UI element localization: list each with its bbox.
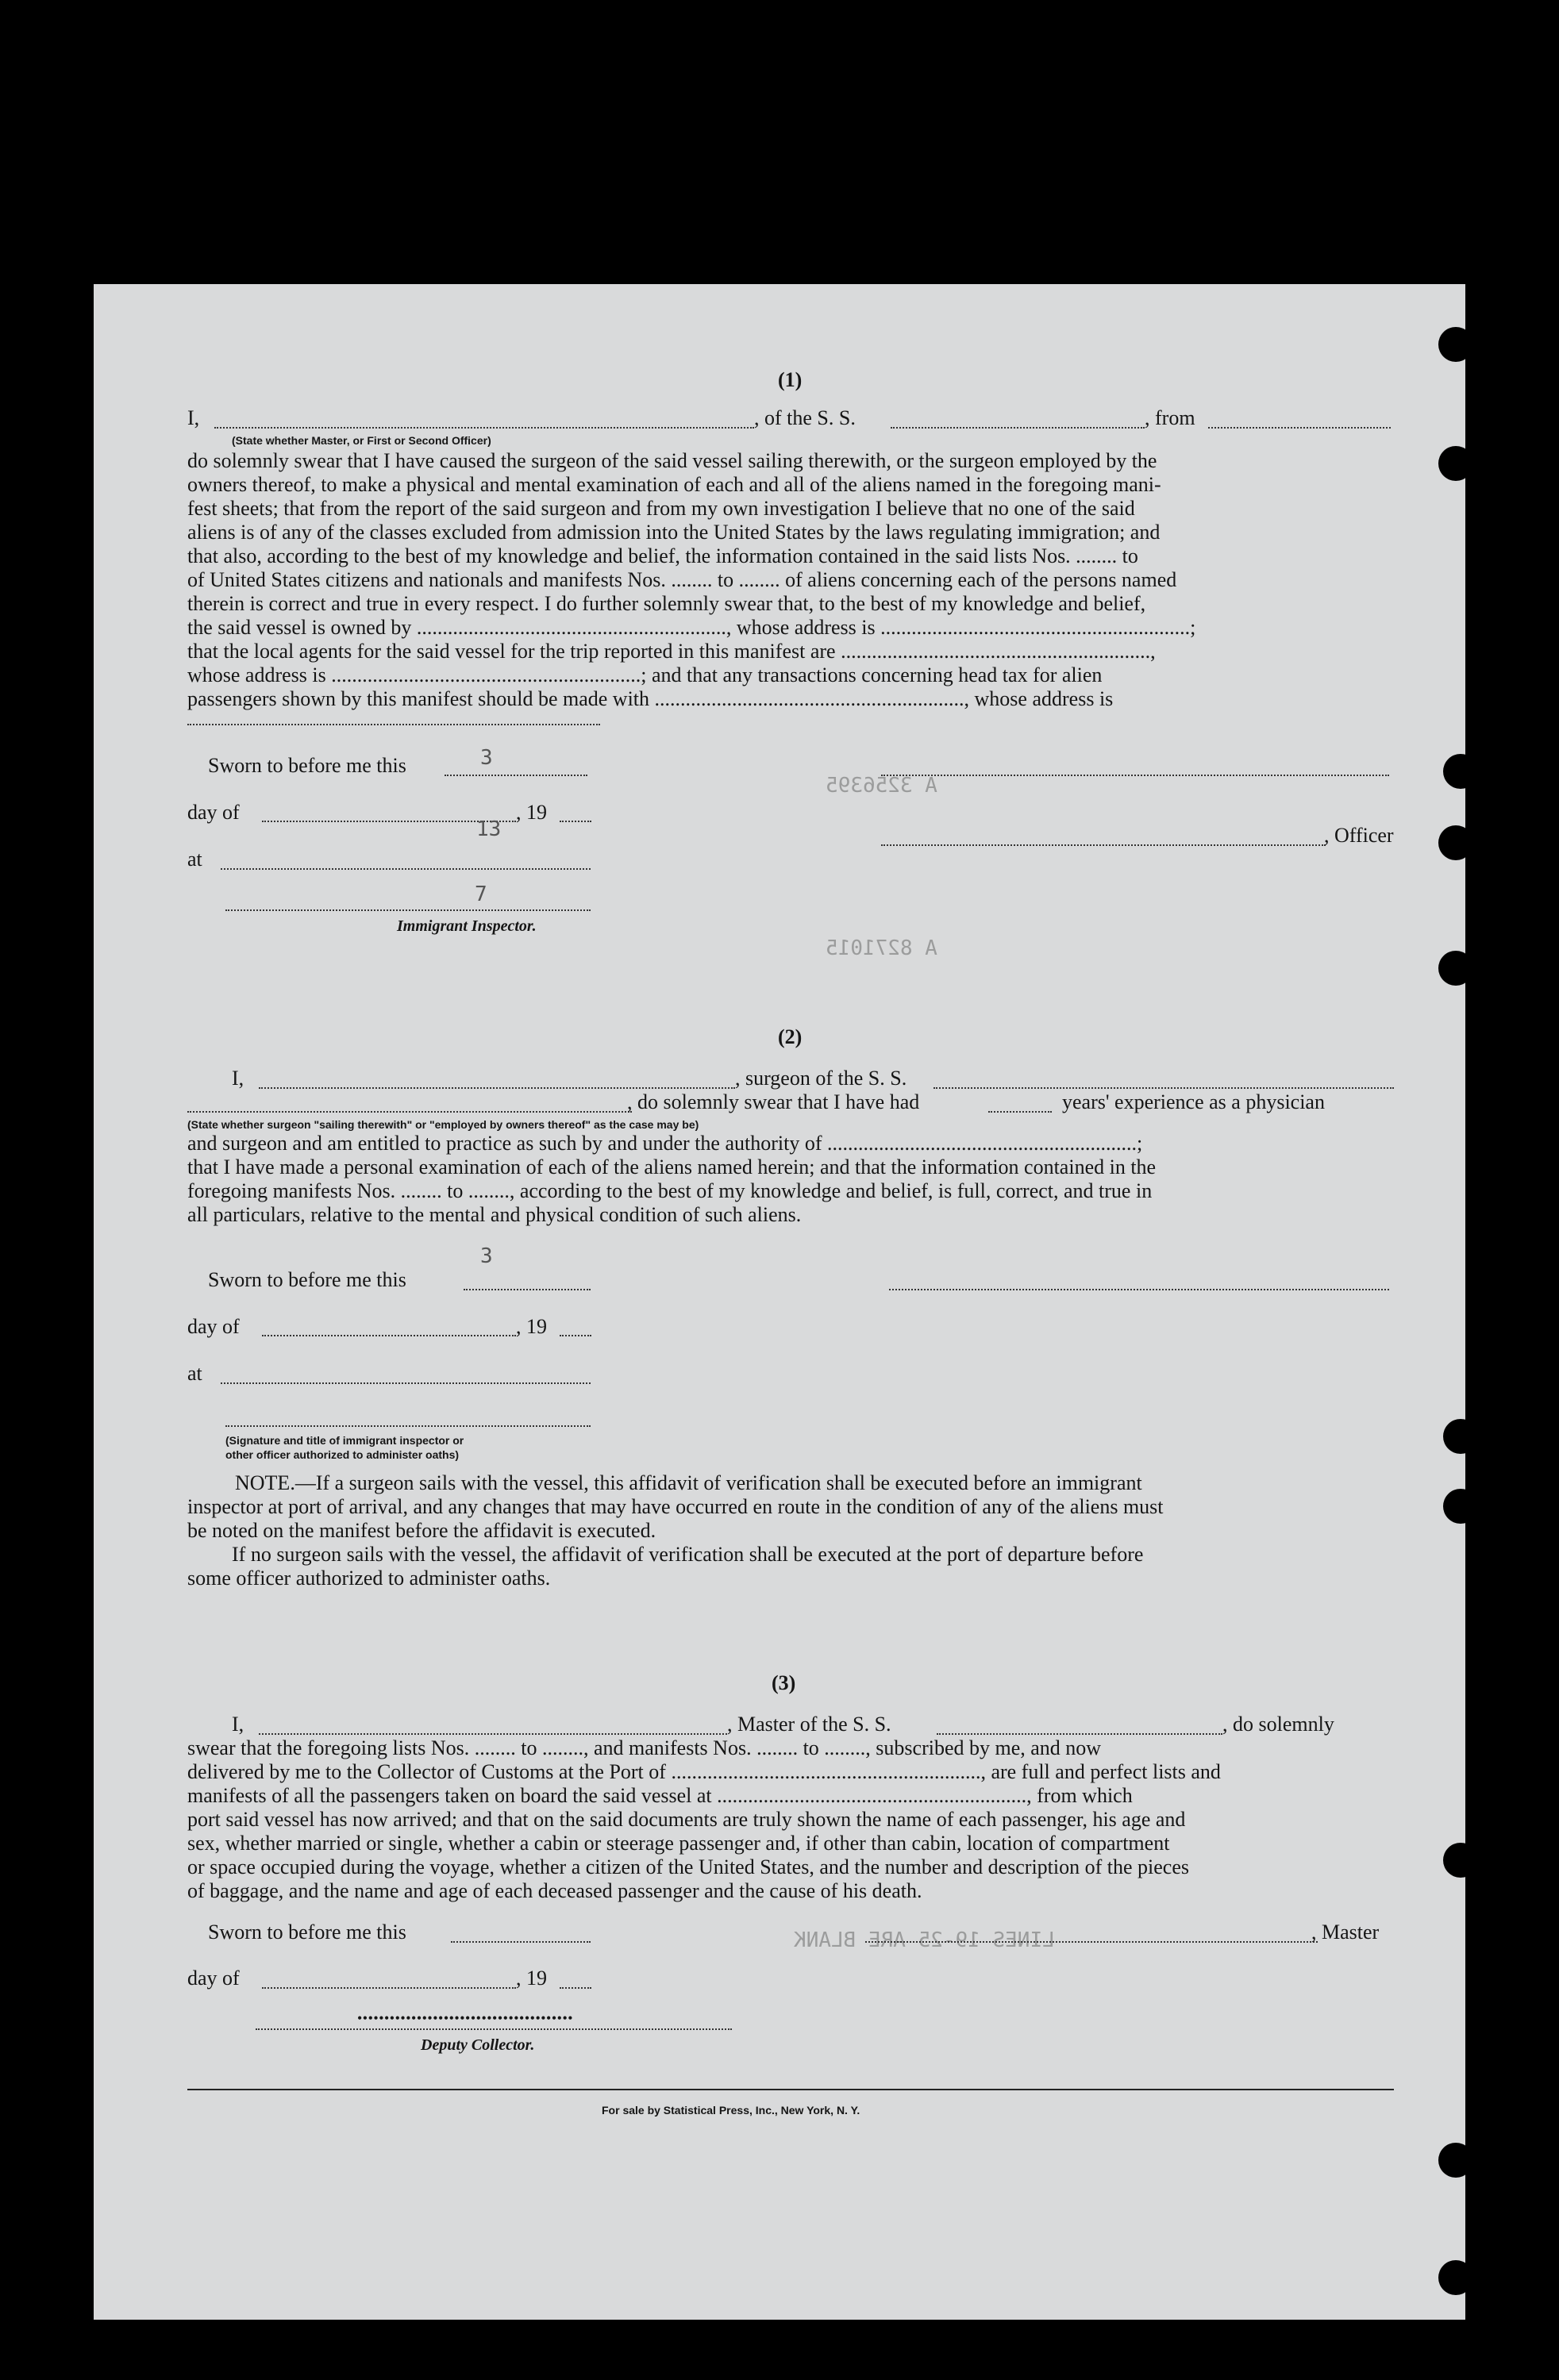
affidavit-2-body — [187, 1132, 1394, 1227]
master-name-field[interactable] — [259, 1733, 727, 1735]
affidavit-2-i: I, — [232, 1067, 244, 1090]
binder-hole-5 — [1438, 951, 1473, 986]
affidavit-1-number: (1) — [778, 368, 803, 391]
sworn-date-field-1[interactable] — [445, 775, 587, 776]
affidavit-1-line: the said vessel is owned by ............................................................, whose address is ............................................................; — [187, 616, 1196, 639]
affidavit-3-line: delivered by me to the Collector of Customs at the Port of ............................................................, are full and perfect lists and — [187, 1760, 1221, 1783]
note-line: be noted on the manifest before the affidavit is executed. — [187, 1519, 656, 1542]
years-experience-field[interactable] — [988, 1111, 1052, 1113]
officer-title-field[interactable] — [881, 844, 1326, 846]
binder-hole-7 — [1443, 1489, 1478, 1524]
affidavit-2-line: and surgeon and am entitled to practice as such by and under the authority of ............................................................; — [187, 1132, 1143, 1155]
signature-note-2: other officer authorized to administer oaths) — [225, 1448, 460, 1461]
day-of-label-1: day of — [187, 801, 240, 824]
affidavit-3-line: of baggage, and the name and age of each deceased passenger and the cause of his death. — [187, 1879, 922, 1902]
authorized-officer-signature-field[interactable] — [225, 1425, 591, 1427]
day-of-field-2[interactable] — [262, 1335, 516, 1336]
affidavit-2-number: (2) — [778, 1025, 803, 1048]
departure-port-field-1[interactable] — [1208, 427, 1391, 429]
affidavit-3-i: I, — [232, 1713, 244, 1736]
surgeon-signature-field[interactable] — [889, 1289, 1389, 1290]
binder-hole-4 — [1438, 825, 1473, 860]
day-of-label-3: day of — [187, 1967, 240, 1990]
year-field-3[interactable] — [560, 1987, 591, 1989]
affidavit-1-line: aliens is of any of the classes excluded from admission into the United States by the laws regulating immigration; and — [187, 521, 1161, 544]
sworn-label-3: Sworn to before me this — [208, 1921, 406, 1944]
officer-signature-field[interactable] — [881, 775, 1389, 776]
note-line: some officer authorized to administer oaths. — [187, 1567, 551, 1590]
affidavit-1-line: whose address is ............................................................; and that any transactions concerning head tax for alien — [187, 663, 1103, 686]
affidavit-3-line: port said vessel has now arrived; and that on the said documents are truly shown the name of each passenger, his age and — [187, 1808, 1186, 1831]
sworn-label-2: Sworn to before me this — [208, 1268, 406, 1291]
deputy-collector-label: Deputy Collector. — [421, 2036, 535, 2054]
year-label-1: , 19 — [516, 801, 547, 824]
vessel-name-field-2[interactable] — [933, 1087, 1394, 1089]
year-field-2[interactable] — [560, 1335, 591, 1336]
year-label-2: , 19 — [516, 1315, 547, 1338]
affidavit-3-line: manifests of all the passengers taken on board the said vessel at ............................................................, from which — [187, 1784, 1133, 1807]
note-line: NOTE.—If a surgeon sails with the vessel, this affidavit of verification shall be executed before an immigrant — [235, 1471, 1142, 1494]
affidavit-1-line: owners thereof, to make a physical and mental examination of each and all of the aliens named in the foregoing mani- — [187, 473, 1161, 496]
footer-rule — [187, 2089, 1394, 2090]
collector-signature-dots: • • • • • • • • • • • • • • • • • • • • • • • • • • • • • • • • • • • • • • • • — [357, 2010, 572, 2026]
affidavit-1-line: that also, according to the best of my knowledge and belief, the information contained in the said lists Nos. ........ to — [187, 544, 1138, 567]
affidavit-1-line: fest sheets; that from the report of the said surgeon and from my own investigation I believe that no one of the said — [187, 497, 1135, 520]
at-place-field-1[interactable] — [221, 868, 591, 870]
master-label: , Master — [1311, 1921, 1380, 1944]
vessel-name-field-1[interactable] — [891, 427, 1145, 429]
surgeon-of-ss-label: , surgeon of the S. S. — [735, 1067, 907, 1090]
binder-hole-6 — [1443, 1419, 1478, 1454]
binder-hole-9 — [1438, 2143, 1473, 2178]
immigrant-inspector-label: Immigrant Inspector. — [397, 917, 537, 935]
binder-hole-3 — [1443, 754, 1478, 789]
affidavit-3-number: (3) — [772, 1671, 796, 1694]
master-swear-label: , do solemnly — [1222, 1713, 1334, 1736]
binder-hole-10 — [1438, 2260, 1473, 2295]
binder-hole-1 — [1438, 327, 1473, 362]
handwritten-inspector-mark: 7 — [475, 882, 487, 906]
binder-hole-2 — [1438, 446, 1473, 481]
affidavit-1-line: do solemnly swear that I have caused the surgeon of the said vessel sailing therewith, or the surgeon employed by the — [187, 449, 1157, 472]
binder-hole-8 — [1443, 1843, 1478, 1878]
at-label-1: at — [187, 848, 202, 871]
collector-signature-field[interactable] — [256, 2028, 732, 2030]
vessel-name-field-3[interactable] — [937, 1733, 1222, 1735]
sworn-label-1: Sworn to before me this — [208, 754, 406, 777]
affidavit-1-line: therein is correct and true in every respect. I do further solemnly swear that, to the best of my knowledge and belief, — [187, 592, 1146, 615]
surgeon-status-note: (State whether surgeon "sailing therewith" or "employed by owners thereof" as the case may be) — [187, 1118, 699, 1131]
note-line: If no surgeon sails with the vessel, the affidavit of verification shall be executed at the port of departure before — [232, 1543, 1144, 1566]
handwritten-day-1: 3 — [480, 746, 493, 770]
affidavit-3-line: or space occupied during the voyage, whether a citizen of the United States, and the number and description of the pieces — [187, 1855, 1190, 1878]
agents-address-field[interactable] — [187, 724, 600, 725]
sworn-date-field-3[interactable] — [451, 1941, 591, 1943]
affidavit-2-line: all particulars, relative to the mental and physical condition of such aliens. — [187, 1203, 802, 1226]
note-block — [187, 1471, 1394, 1590]
years-experience-label: years' experience as a physician — [1062, 1090, 1325, 1113]
year-field-1[interactable] — [560, 821, 591, 822]
affidavit-3-line: swear that the foregoing lists Nos. ........ to ........, and manifests Nos. ........ to ........, subscribed by me, and now — [187, 1736, 1102, 1759]
affidavit-2-line: foregoing manifests Nos. ........ to ........, according to the best of my knowledge and belief, is full, correct, and true in — [187, 1179, 1153, 1202]
day-of-label-2: day of — [187, 1315, 240, 1338]
note-line: inspector at port of arrival, and any changes that may have occurred en route in the condition of any of the aliens must — [187, 1495, 1164, 1518]
master-of-ss-label: , Master of the S. S. — [727, 1713, 891, 1736]
affidavit-3-body — [187, 1736, 1394, 1903]
affidavit-1-body — [187, 449, 1394, 711]
year-label-3: , 19 — [516, 1967, 547, 1990]
at-place-field-2[interactable] — [221, 1382, 591, 1384]
affidavit-1-i: I, — [187, 406, 200, 429]
surgeon-swear-label: , do solemnly swear that I have had — [627, 1090, 920, 1113]
affidavit-1-of-ss: , of the S. S. — [754, 406, 856, 429]
day-of-field-3[interactable] — [262, 1987, 516, 1989]
affidavit-1-line: that the local agents for the said vessel for the trip reported in this manifest are ............................................................, — [187, 640, 1156, 663]
affidavit-2-line: that I have made a personal examination of each of the aliens named herein; and that the information contained in the — [187, 1155, 1157, 1178]
inspector-signature-field[interactable] — [225, 909, 591, 911]
surgeon-name-field[interactable] — [259, 1087, 735, 1089]
officer-rank-note: (State whether Master, or First or Second Officer) — [232, 434, 491, 447]
affidavit-1-line: of United States citizens and nationals and manifests Nos. ........ to ........ of aliens concerning each of the persons named — [187, 568, 1177, 591]
handwritten-day-2: 3 — [480, 1244, 493, 1268]
sworn-date-field-2[interactable] — [464, 1289, 591, 1290]
handwritten-month-1: 13 — [476, 817, 502, 841]
signature-note-1: (Signature and title of immigrant inspector or — [225, 1434, 464, 1447]
printer-imprint: For sale by Statistical Press, Inc., New York, N. Y. — [602, 2104, 860, 2117]
affidavit-3-line: sex, whether married or single, whether a cabin or steerage passenger and, if other than cabin, location of compartment — [187, 1832, 1170, 1855]
affidavit-1-from: , from — [1145, 406, 1195, 429]
officer-label: , Officer — [1324, 824, 1394, 847]
affidavit-1-line: passengers shown by this manifest should be made with ............................................................, whose address is — [187, 687, 1114, 710]
at-label-2: at — [187, 1362, 202, 1385]
